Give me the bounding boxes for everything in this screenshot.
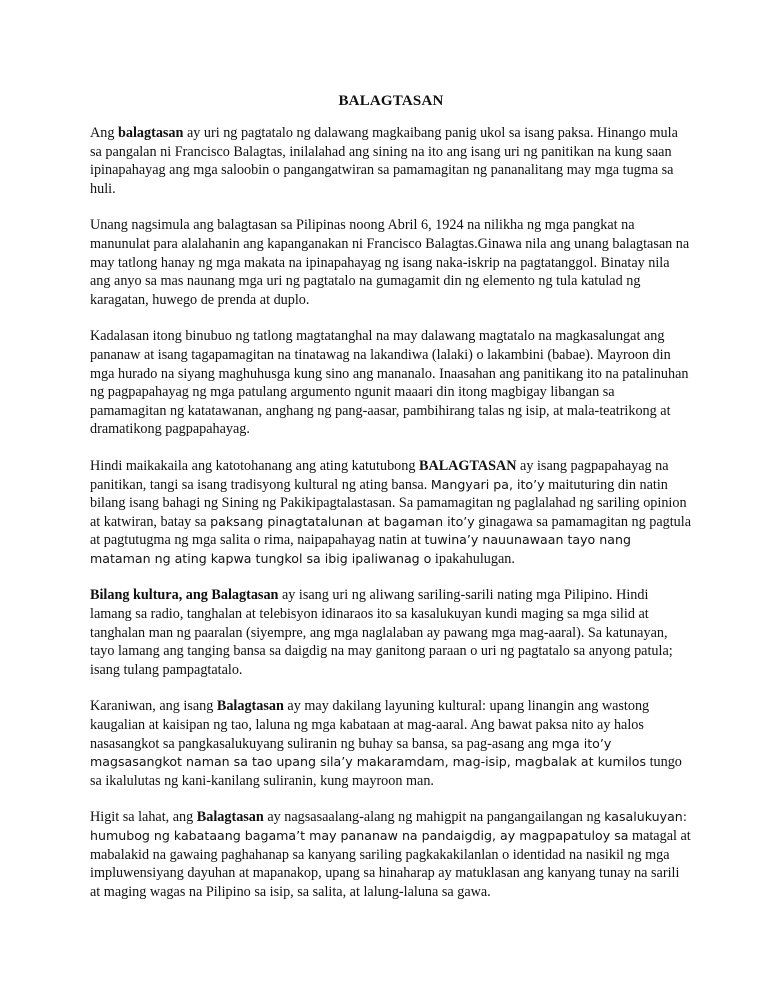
body-text: Mangyari pa, ito’y [430,476,545,492]
body-text: maituturing din natin bilang isang bahagi ng Sining ng Pakikipagtalastasan. Sa pamamagitan ng paglalahad ng sariling opinion at katwiran, batay sa [90,476,687,530]
body-text: kasalukuyan: humubog ng kabataang bagama’t may pananaw na pandaigdig, ay magpapatuloy sa [90,809,688,843]
paragraph-1 [90,124,692,198]
bold-text: BALAGTASAN [419,457,517,474]
paragraph-5 [90,586,692,679]
body-text: ay may dakilang layuning kultural: upang linangin ang wastong kaugalian at kaisipan ng tao, laluna ng mga kabataan at mag-aaral. Ang bawat paksa nito ay halos nasasangkot sa pangkasalukuyang suliranin ng buhay sa bansa, sa pag-asang ang [90,698,650,752]
body-text: tungo sa ikalulutas ng kani-kanilang suliranin, kung mayroon man. [90,754,682,789]
paragraph-7 [90,808,692,901]
body-text: paksang pinagtatalunan at bagaman ito’y [210,513,475,529]
bold-text: Balagtasan [196,809,264,826]
document-title: BALAGTASAN [338,93,444,109]
body-text: Higit sa lahat, ang [90,809,197,826]
body-text: ipakahulugan. [431,550,515,567]
body-text: matagal at mabalakid na gawaing paghahanap sa kanyang sariling pagkakakilanlan o identidad na nasikil ng mga impluwensiyang dayuhan at mapanakop, upang sa hinaharap ay matuklasan ang kanyang tunay na sarili at maging wagas na Pilipino sa isip, sa salita, at lalung-laluna sa gawa. [90,828,691,900]
body-text: Unang nagsimula ang balagtasan sa Pilipinas noong Abril 6, 1924 na nilikha ng mga pangkat na manunulat para alalahanin ang kapanganakan ni Francisco Balagtas.Ginawa nila ang unang balagtasan na may tatlong hanay ng mga makata na ipinapahayag ng isang naka-iskrip na pagtatanggol. Binatay nila ang anyo sa mas naunang mga uri ng pagtatalo na gumagamit din ng elemento ng tula katulad ng karagatan, huwego de prenda at duplo. [90,217,690,308]
bold-text: Bilang kultura, ang Balagtasan [90,587,279,604]
body-text: Karaniwan, ang isang [90,698,217,715]
body-text: Ang [90,125,118,141]
paragraph-4 [90,457,692,569]
body-text: ginagawa sa pamamagitan ng pagtula at pagtutugma ng mga salita o rima, naipapahayag natin at [90,513,692,549]
bold-text: balagtasan [117,125,184,141]
body-text: ay isang pagpapahayag na panitikan, tangi sa isang tradisyong kultural ng ating bansa. [90,457,669,493]
body-text: Kadalasan itong binubuo ng tatlong magtatanghal na may dalawang magtatalo na magkasalungat ang pananaw at isang tagapamagitan na tinatawag na lakandiwa (lalaki) o lakambini (babae). Mayroon din mga hurado na siyang maghuhusga kung sino ang mananalo. Inaasahan ang panitikang ito na patalinuhan ng pagpapahayag ng mga patulang argumento ngunit maaari din itong magbigay libangan sa pamamagitan ng katatawanan, anghang ng pang-aasar, pambihirang talas ng isip, at mala-teatrikong at dramatikong pagpapahayag. [90,328,689,438]
paragraph-3 [90,327,692,439]
body-text: mga ito’y magsasangkot naman sa tao upang sila’y makaramdam, mag-isip, magbalak at kumilos [90,735,647,770]
body-text: Hindi maikakaila ang katotohanang ang ating katutubong [90,457,419,474]
paragraph-2 [90,216,692,309]
body-text: tuwina’y nauunawaan tayo nang mataman ng ating kapwa tungkol sa ibig ipaliwanag o [90,532,631,566]
body-text: ay nagsasaalang-alang ng mahigpit na pangangailangan ng [263,809,605,826]
body-text: ay isang uri ng aliwang sariling-sarili nating mga Pilipino. Hindi lamang sa radio, tanghalan at telebisyon idinaraos ito sa kasalukuyan kundi maging sa mga silid at tanghalan man ng paaralan (siyempre, ang mga naglalaban ay pawang mga mag-aaral). Sa katunayan, tayo lamang ang tanging bansa sa daigdig na may ganitong paraan o uri ng pagtatalo sa anyong patula; isang tulang pampagtatalo. [90,587,673,678]
bold-text: Balagtasan [216,698,284,715]
body-text: ay uri ng pagtatalo ng dalawang magkaibang panig ukol sa isang paksa. Hinango mula sa pangalan ni Francisco Balagtas, inilalahad ang sining na ito ang isang uri ng panitikan na kung saan ipinapahayag ang mga saloobin o pangangatwiran sa pamamagitan ng pananalitang may mga tugma sa huli. [90,125,678,197]
paragraph-6 [90,697,692,790]
document-body [90,124,692,901]
document-page [90,92,692,919]
